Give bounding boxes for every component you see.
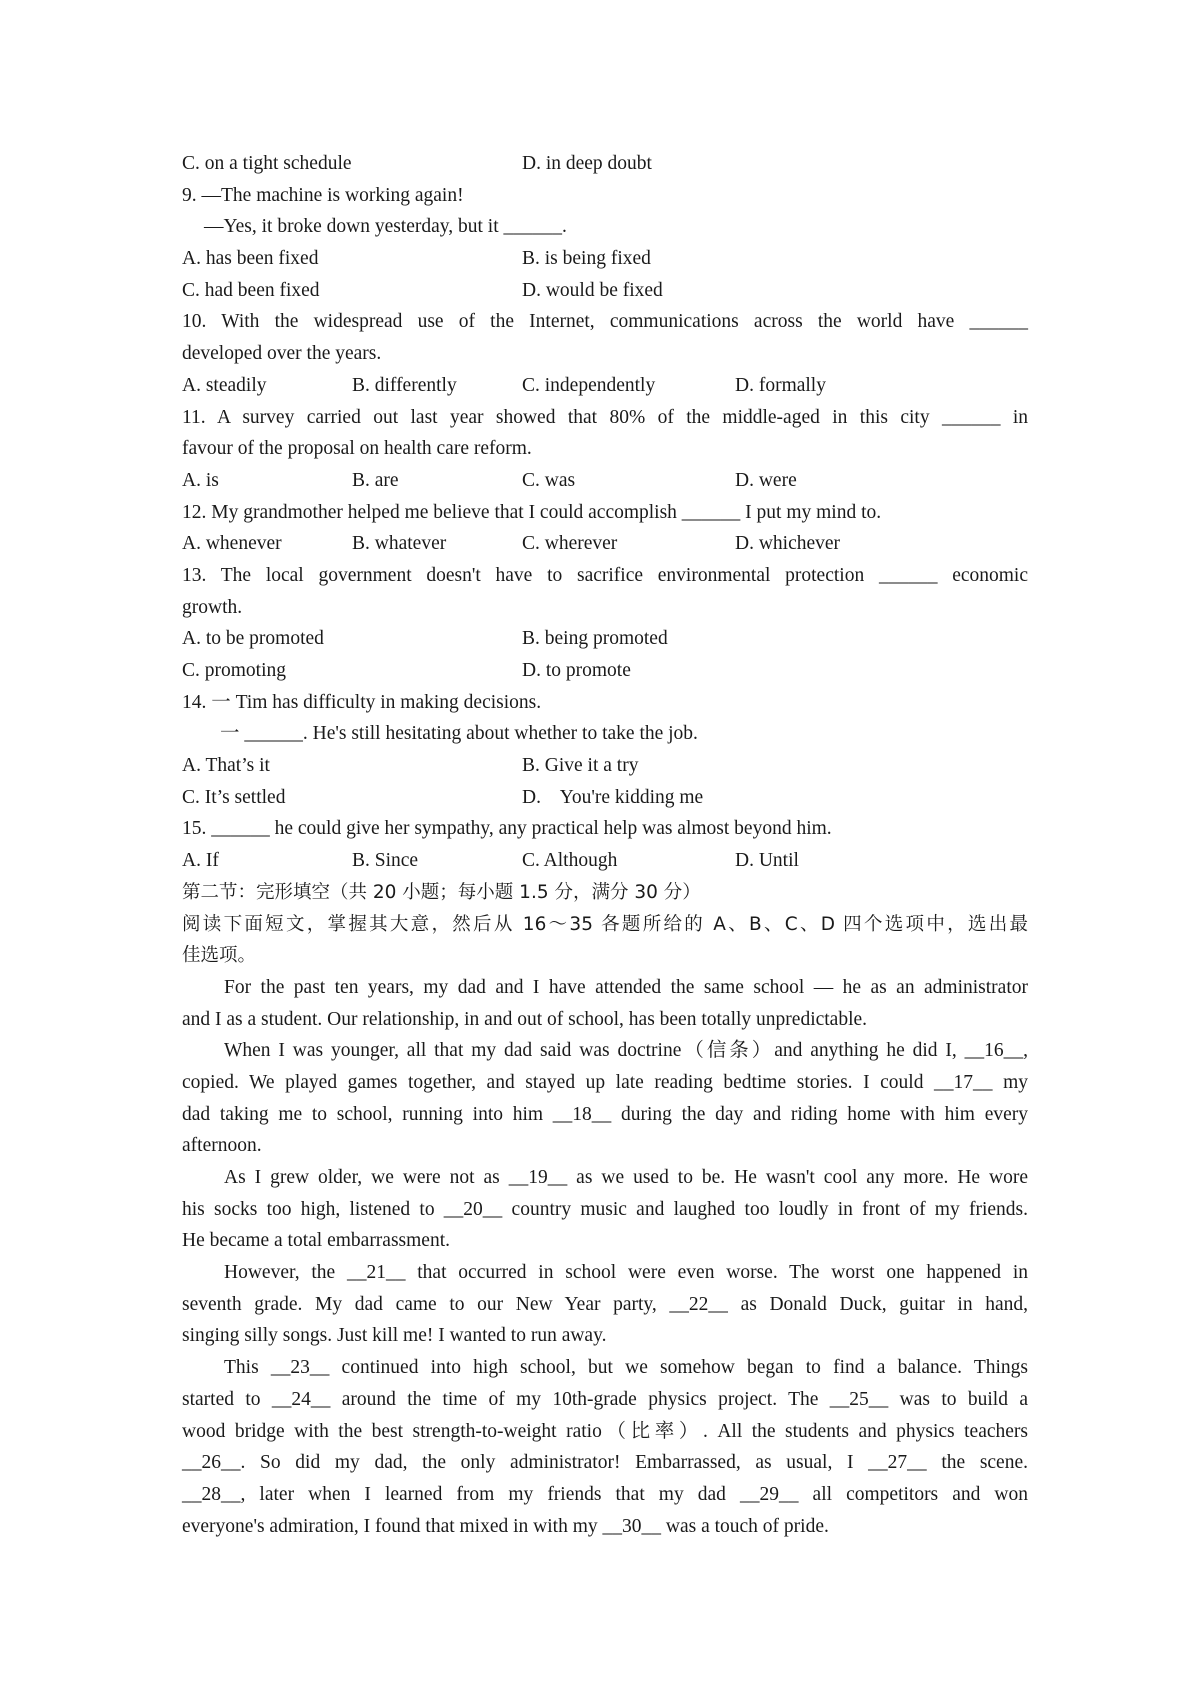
q14-option-d: D. You're kidding me xyxy=(522,786,704,808)
q14-option-b: B. Give it a try xyxy=(522,755,639,777)
q11-stem-line1: 11. A survey carried out last year showed that 80% of the middle-aged in this city ______ in xyxy=(182,406,1028,428)
section2-heading: 第二节：完形填空（共 20 小题；每小题 1.5 分，满分 30 分） xyxy=(182,881,701,903)
q12-option-c: C. wherever xyxy=(522,533,618,555)
q13-stem-line2: growth. xyxy=(182,596,243,618)
passage-p2-line4: afternoon. xyxy=(182,1135,262,1157)
q9-options-row1 xyxy=(182,243,1028,275)
q11-stem-line2: favour of the proposal on health care reform. xyxy=(182,438,532,460)
passage-p2-line2: copied. We played games together, and stayed up late reading bedtime stories. I could __17__ my xyxy=(182,1071,1028,1093)
q14-stem-line1: 14. 一 Tim has difficulty in making decisions. xyxy=(182,691,542,713)
q11-option-b: B. are xyxy=(352,469,399,491)
q9-stem-line2: —Yes, it broke down yesterday, but it ______. xyxy=(204,216,567,238)
passage-p1-line1: For the past ten years, my dad and I have attended the same school — he as an administrator xyxy=(224,976,1028,998)
q12-option-a: A. whenever xyxy=(182,533,282,555)
section2-instructions-line1: 阅读下面短文，掌握其大意，然后从 16～35 各题所给的 A、B、C、D 四个选项中，选出最 xyxy=(182,913,1028,935)
passage-p4-line3: singing silly songs. Just kill me! I wanted to run away. xyxy=(182,1325,607,1347)
q10-options xyxy=(182,370,1028,402)
q13-option-b: B. being promoted xyxy=(522,628,668,650)
passage-p3-line1: As I grew older, we were not as __19__ as we used to be. He wasn't cool any more. He wore xyxy=(224,1167,1028,1188)
q12-option-d: D. whichever xyxy=(735,533,841,555)
passage-p3-line3: He became a total embarrassment. xyxy=(182,1230,451,1252)
q15-option-a: A. If xyxy=(182,850,219,872)
q14-option-a: A. That’s it xyxy=(182,755,270,777)
q15-options xyxy=(182,845,1028,877)
q10-option-a: A. steadily xyxy=(182,374,267,396)
q11-options xyxy=(182,465,1028,497)
q13-option-c: C. promoting xyxy=(182,660,287,681)
q14-options-row1 xyxy=(182,750,1028,782)
passage-p4-line2: seventh grade. My dad came to our New Year party, __22__ as Donald Duck, guitar in hand, xyxy=(182,1293,1028,1315)
passage-p5-line5: __28__, later when I learned from my friends that my dad __29__ all competitors and won xyxy=(182,1483,1028,1505)
q10-option-b: B. differently xyxy=(352,374,457,396)
q11-option-d: D. were xyxy=(735,469,797,491)
passage-p3-line2: his socks too high, listened to __20__ country music and laughed too loudly in front of my friends. xyxy=(182,1198,1028,1220)
passage-p4-line1: However, the __21__ that occurred in school were even worse. The worst one happened in xyxy=(224,1262,1028,1284)
q11-option-c: C. was xyxy=(522,469,576,491)
q12-option-b: B. whatever xyxy=(352,533,447,555)
q13-option-d: D. to promote xyxy=(522,660,631,681)
q14-option-c: C. It’s settled xyxy=(182,786,286,808)
q9-option-a: A. has been fixed xyxy=(182,248,319,270)
passage-p2-line1: When I was younger, all that my dad said was doctrine（信条）and anything he did I, __16__, xyxy=(224,1040,1028,1062)
q12-stem-line1: 12. My grandmother helped me believe that I could accomplish ______ I put my mind to. xyxy=(182,501,882,523)
q8-option-c: C. on a tight schedule xyxy=(182,153,352,174)
passage-p5-line3: wood bridge with the best strength-to-weight ratio（比率）. All the students and physics teachers xyxy=(182,1420,1028,1442)
q15-stem-line1: 15. ______ he could give her sympathy, any practical help was almost beyond him. xyxy=(182,818,832,840)
q10-stem-line2: developed over the years. xyxy=(182,343,382,365)
q8-option-d: D. in deep doubt xyxy=(522,153,652,174)
passage-p5-line4: __26__. So did my dad, the only administrator! Embarrassed, as usual, I __27__ the scene. xyxy=(182,1452,1028,1474)
q9-option-b: B. is being fixed xyxy=(522,248,651,270)
q14-options-row2 xyxy=(182,782,1028,814)
passage-p1-line2: and I as a student. Our relationship, in and out of school, has been totally unpredictable. xyxy=(182,1008,868,1030)
page-content xyxy=(182,148,1028,1542)
passage-p5-line2: started to __24__ around the time of my 10th-grade physics project. The __25__ was to build a xyxy=(182,1388,1028,1410)
q10-stem-line1: 10. With the widespread use of the Internet, communications across the world have ______ xyxy=(182,311,1028,333)
q11-option-a: A. is xyxy=(182,469,219,491)
q13-options-row1 xyxy=(182,623,1028,655)
q14-stem-line2: 一 ______. He's still hesitating about whether to take the job. xyxy=(220,723,698,745)
q9-stem-line1: 9. —The machine is working again! xyxy=(182,184,464,206)
q9-options-row2 xyxy=(182,275,1028,307)
q13-option-a: A. to be promoted xyxy=(182,628,324,650)
q15-option-d: D. Until xyxy=(735,850,799,872)
passage-p2-line3: dad taking me to school, running into him __18__ during the day and riding home with him every xyxy=(182,1103,1028,1125)
q12-options xyxy=(182,528,1028,560)
q10-option-c: C. independently xyxy=(522,374,656,396)
q13-options-row2 xyxy=(182,655,1028,687)
q13-stem-line1: 13. The local government doesn't have to sacrifice environmental protection ______ economic xyxy=(182,564,1028,586)
q8-options-row2 xyxy=(182,148,1028,180)
q9-option-d: D. would be fixed xyxy=(522,279,663,301)
passage-p5-line6: everyone's admiration, I found that mixed in with my __30__ was a touch of pride. xyxy=(182,1515,829,1537)
q15-option-c: C. Although xyxy=(522,850,618,872)
q10-option-d: D. formally xyxy=(735,374,826,396)
passage-p5-line1: This __23__ continued into high school, but we somehow began to find a balance. Things xyxy=(224,1357,1028,1379)
section2-instructions-line2: 佳选项。 xyxy=(182,945,257,967)
q15-option-b: B. Since xyxy=(352,850,419,872)
q9-option-c: C. had been fixed xyxy=(182,279,320,301)
